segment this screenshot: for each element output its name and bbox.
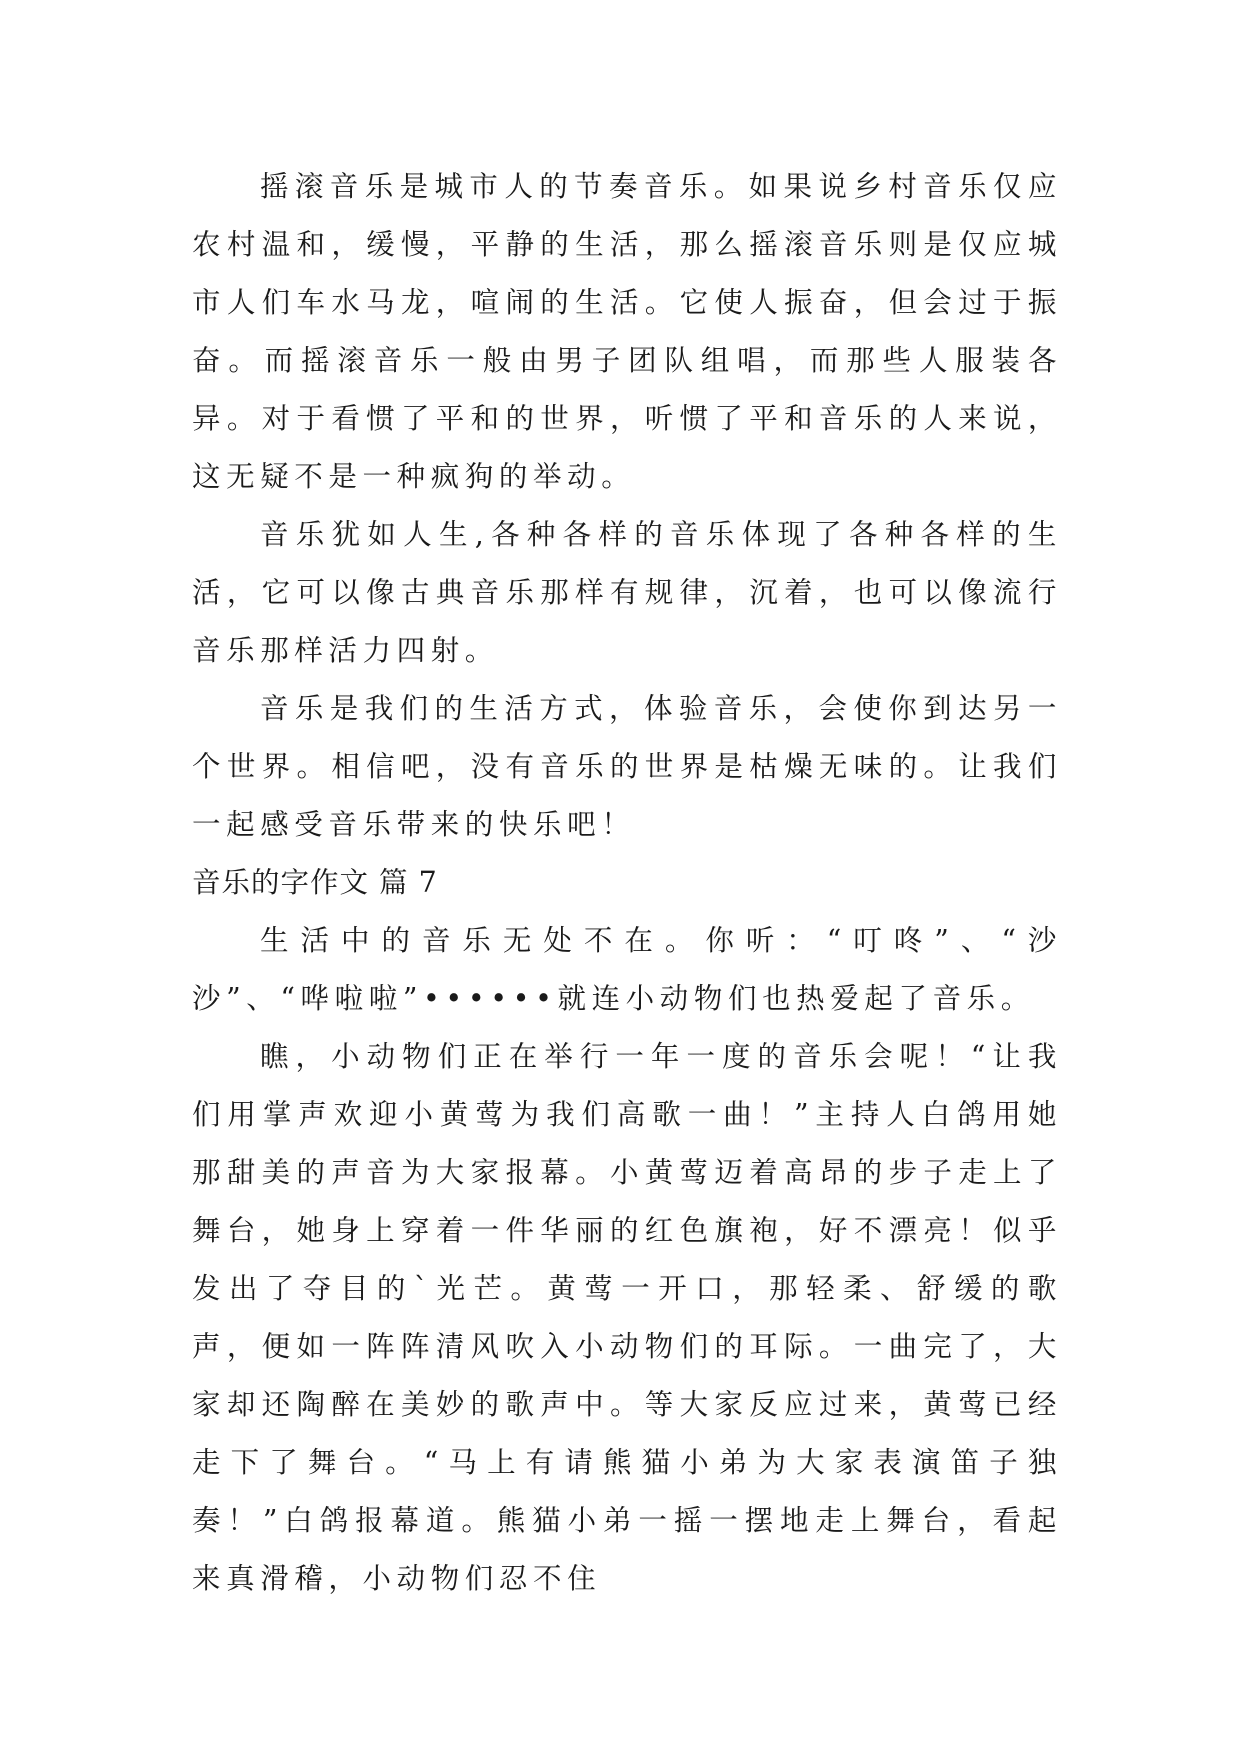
- paragraph-animal-concert: 瞧，小动物们正在举行一年一度的音乐会呢！“让我们用掌声欢迎小黄莺为我们高歌一曲！”主持人白鸽用她那甜美的声音为大家报幕。小黄莺迈着高昂的步子走上了舞台，她身上穿着一件华丽的红色旗袍，好不漂亮！似乎发出了夺目的`光芒。黄莺一开口，那轻柔、舒缓的歌声，便如一阵阵清风吹入小动物们的耳际。一曲完了，大家却还陶醉在美妙的歌声中。等大家反应过来，黄莺已经走下了舞台。“马上有请熊猫小弟为大家表演笛子独奏！”白鸽报幕道。熊猫小弟一摇一摆地走上舞台，看起来真滑稽，小动物们忍不住: [192, 1040, 1062, 1595]
- document-body: [192, 158, 1062, 1608]
- paragraph-music-everywhere: 生活中的音乐无处不在。你听：“叮咚”、“沙沙”、“哗啦啦”••••••就连小动物们也热爱起了音乐。: [192, 924, 1062, 1015]
- paragraph-music-lifestyle: 音乐是我们的生活方式，体验音乐，会使你到达另一个世界。相信吧，没有音乐的世界是枯燥无味的。让我们一起感受音乐带来的快乐吧！: [192, 692, 1062, 841]
- paragraph-music-like-life: 音乐犹如人生,各种各样的音乐体现了各种各样的生活，它可以像古典音乐那样有规律，沉着，也可以像流行音乐那样活力四射。: [192, 518, 1062, 667]
- paragraph-rock-music: 摇滚音乐是城市人的节奏音乐。如果说乡村音乐仅应农村温和，缓慢，平静的生活，那么摇滚音乐则是仅应城市人们车水马龙，喧闹的生活。它使人振奋，但会过于振奋。而摇滚音乐一般由男子团队组唱，而那些人服装各异。对于看惯了平和的世界，听惯了平和音乐的人来说，这无疑不是一种疯狗的举动。: [192, 170, 1062, 493]
- section-heading: 音乐的字作文 篇 7: [192, 866, 438, 899]
